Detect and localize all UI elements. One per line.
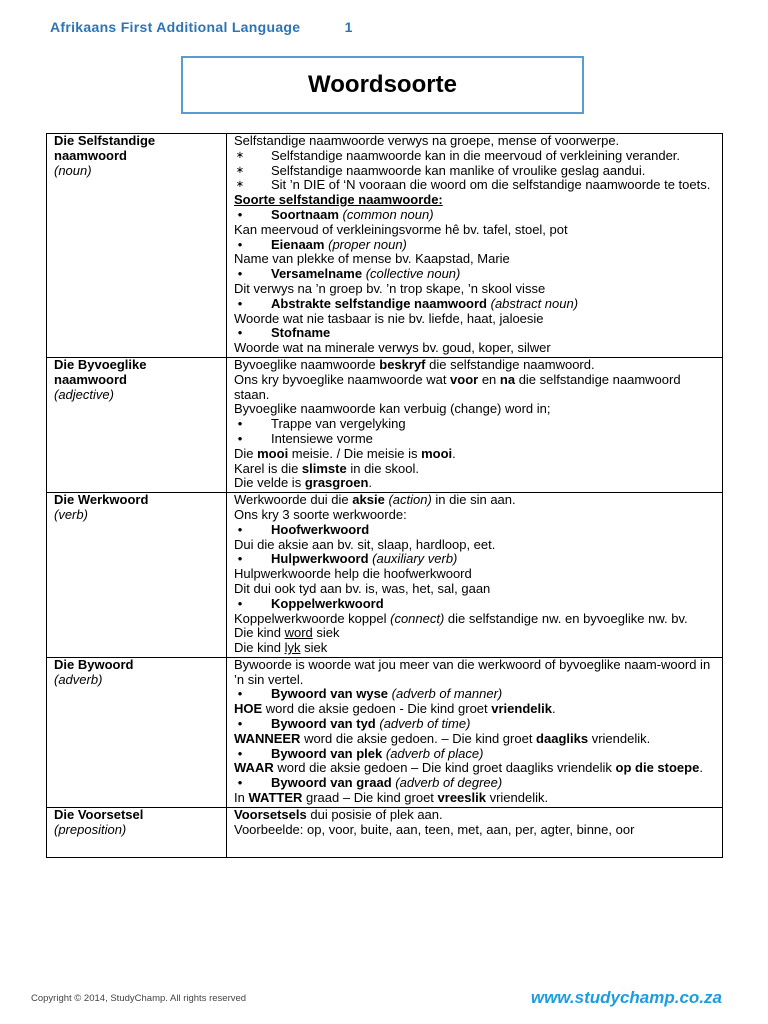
bold-term: WAAR (234, 760, 274, 776)
text-line: WANNEER word die aksie gedoen. – Die kind groet daagliks vriendelik. (234, 730, 651, 746)
bullet-icon: • (237, 716, 243, 732)
bullet-icon: • (237, 775, 243, 791)
table-row (47, 493, 723, 658)
text-line: HOE word die aksie gedoen - Die kind groet vriendelik. (234, 701, 556, 717)
bold-term: op die stoepe (615, 760, 700, 776)
text-line: Bywoorde is woorde wat jou meer van die werkwoord of byvoeglike naam-woord in ’n sin vertel. (234, 656, 711, 687)
bullet-icon: • (237, 430, 243, 446)
subtype-english: (adverb of place) (385, 745, 484, 761)
text-line: Woorde wat nie tasbaar is nie bv. liefde, haat, jaloesie (234, 310, 544, 326)
bold-term: Voorsetsels (234, 806, 307, 822)
subtype-item (234, 208, 716, 223)
category-english: (noun) (54, 162, 92, 178)
subtype-english: (common noun) (342, 206, 434, 222)
text-line: Selfstandige naamwoorde verwys na groepe, mense of voorwerpe. (234, 133, 620, 148)
text-line: Woorde wat na minerale verwys bv. goud, koper, silwer (234, 340, 551, 356)
rule-item: ∗ Selfstandige naamwoorde kan manlike of vroulike geslag aandui. (235, 162, 646, 178)
asterisk-icon: ∗ (235, 149, 245, 161)
subtype-name: Hulpwerkwoord (271, 551, 369, 567)
table-row (47, 807, 723, 858)
subtype-english: (adverb of degree) (395, 775, 503, 791)
subtype-name: Hoofwerkwoord (271, 521, 370, 537)
category-english: (adverb) (54, 671, 103, 687)
text-line: Kan meervoud of verkleiningsvorme hê bv. tafel, stoel, pot (234, 221, 568, 237)
underlined-term: word (284, 625, 313, 641)
subtype-name: Koppelwerkwoord (271, 595, 384, 611)
website-link[interactable]: www.studychamp.co.za (530, 988, 722, 1007)
subtype-english: (auxiliary verb) (372, 551, 458, 567)
list-item: • Intensiewe vorme (234, 432, 716, 447)
subtype-name: Bywoord van plek (271, 745, 383, 761)
section-heading: Soorte selfstandige naamwoorde: (234, 192, 443, 208)
bullet-icon: • (237, 416, 243, 432)
bold-term: WATTER (248, 790, 303, 806)
text-line: Die velde is grasgroen. (234, 475, 373, 491)
subtype-name: Soortnaam (271, 206, 339, 222)
subtype-name: Bywoord van graad (271, 775, 392, 791)
text-line: Byvoeglike naamwoorde beskryf die selfstandige naamwoord. (234, 356, 595, 372)
subtype-item (234, 776, 716, 791)
description-cell (227, 357, 723, 492)
category-cell (47, 657, 227, 807)
word-types-table (46, 133, 723, 858)
text-line: Dit verwys na ’n groep bv. ’n trop skape, ’n skool visse (234, 280, 546, 296)
bullet-icon: • (237, 686, 243, 702)
bullet-icon: • (237, 266, 243, 282)
course-title: Afrikaans First Additional Language (50, 19, 301, 35)
bold-term: beskryf (379, 356, 426, 372)
bullet-icon: • (237, 206, 243, 222)
page-header (50, 19, 353, 35)
text-line: Ons kry byvoeglike naamwoorde wat voor en na die selfstandige naamwoord staan. (234, 371, 681, 402)
category-english: (preposition) (54, 821, 127, 837)
subtype-english: (abstract noun) (490, 295, 579, 311)
text-line: Name van plekke of mense bv. Kaapstad, Marie (234, 251, 510, 267)
bold-term: na (499, 371, 516, 387)
text-line: Dui die aksie aan bv. sit, slaap, hardloop, eet. (234, 536, 496, 552)
category-cell (47, 134, 227, 358)
underlined-term: lyk (284, 640, 301, 656)
bullet-icon: • (237, 236, 243, 252)
subtype-item (234, 747, 716, 762)
description-cell (227, 493, 723, 658)
text-line: Voorbeelde: op, voor, buite, aan, teen, met, aan, per, agter, binne, oor (234, 821, 635, 837)
italic-term: (action) (388, 492, 432, 508)
subtype-name: Bywoord van tyd (271, 716, 376, 732)
bullet-icon: • (237, 295, 243, 311)
bold-term: slimste (301, 460, 347, 476)
text-line: WAAR word die aksie gedoen – Die kind groet daagliks vriendelik op die stoepe. (234, 760, 703, 776)
category-name: Die Byvoeglike naamwoord (54, 356, 147, 387)
page-number: 1 (344, 19, 353, 35)
bold-term: vriendelik (491, 701, 552, 717)
rule-item: ∗ Selfstandige naamwoorde kan in die meervoud of verkleining verander. (235, 147, 681, 163)
category-name: Die Selfstandige naamwoord (54, 133, 156, 163)
text-line: Werkwoorde dui die aksie (action) in die sin aan. (234, 492, 516, 508)
bullet-icon: • (237, 325, 243, 341)
category-cell (47, 493, 227, 658)
asterisk-icon: ∗ (235, 179, 245, 191)
category-english: (adjective) (54, 386, 114, 402)
text-line: Byvoeglike naamwoorde kan verbuig (change) word in; (234, 401, 551, 417)
text-line: Karel is die slimste in die skool. (234, 460, 419, 476)
subtype-english: (adverb of time) (379, 716, 471, 732)
bold-term: HOE (234, 701, 263, 717)
subtype-item (234, 326, 716, 341)
bold-term: aksie (352, 492, 385, 508)
bold-term: daagliks (536, 730, 589, 746)
subtype-item (234, 717, 716, 732)
subtype-english: (proper noun) (328, 236, 407, 252)
category-name: Die Werkwoord (54, 492, 149, 508)
subtype-name: Abstrakte selfstandige naamwoord (271, 295, 487, 311)
subtype-item (234, 297, 716, 312)
asterisk-icon: ∗ (235, 164, 245, 176)
bullet-icon: • (237, 551, 243, 567)
category-cell (47, 357, 227, 492)
text-line: Die mooi meisie. / Die meisie is mooi. (234, 445, 456, 461)
subtype-item (234, 597, 716, 612)
list-item: • Trappe van vergelyking (234, 417, 716, 432)
text-line: Ons kry 3 soorte werkwoorde: (234, 506, 407, 522)
text-line: Die kind lyk siek (234, 640, 328, 656)
text-line: Hulpwerkwoorde help die hoofwerkwoord (234, 566, 472, 582)
bold-term: mooi (421, 445, 453, 461)
category-cell (47, 807, 227, 858)
bold-term: voor (450, 371, 479, 387)
subtype-item (234, 267, 716, 282)
rule-item: ∗ Sit ’n DIE of ‘N vooraan die woord om die selfstandige naamwoorde te toets. (235, 177, 711, 193)
table-row (47, 657, 723, 807)
text-line: Die kind word siek (234, 625, 340, 641)
category-name: Die Voorsetsel (54, 806, 144, 822)
bold-term: mooi (257, 445, 289, 461)
subtype-name: Bywoord van wyse (271, 686, 389, 702)
subtype-name: Versamelname (271, 266, 363, 282)
subtype-item (234, 552, 716, 567)
subtype-item (234, 238, 716, 253)
subtype-item (234, 523, 716, 538)
subtype-name: Eienaam (271, 236, 325, 252)
description-cell (227, 807, 723, 858)
bullet-icon: • (237, 521, 243, 537)
bold-term: grasgroen (304, 475, 369, 491)
subtype-name: Stofname (271, 325, 331, 341)
copyright-notice: Copyright © 2014, StudyChamp. All rights reserved (31, 993, 247, 1004)
bullet-icon: • (237, 745, 243, 761)
table-row (47, 134, 723, 358)
bold-term: WANNEER (234, 730, 301, 746)
subtype-item (234, 687, 716, 702)
description-cell (227, 657, 723, 807)
text-line: Voorsetsels dui posisie of plek aan. (234, 806, 443, 822)
text-line: In WATTER graad – Die kind groet vreeslik vriendelik. (234, 790, 549, 806)
category-name: Die Bywoord (54, 656, 134, 672)
italic-term: (connect) (390, 610, 445, 626)
page-title: Woordsoorte (308, 71, 457, 98)
bold-term: vreeslik (437, 790, 486, 806)
text-line: Koppelwerkwoorde koppel (connect) die selfstandige nw. en byvoeglike nw. bv. (234, 610, 688, 626)
category-english: (verb) (54, 506, 88, 522)
description-cell (227, 134, 723, 358)
title-box (181, 56, 584, 114)
table-row (47, 357, 723, 492)
subtype-english: (adverb of manner) (391, 686, 503, 702)
text-line: Dit dui ook tyd aan bv. is, was, het, sal, gaan (234, 580, 491, 596)
bullet-icon: • (237, 595, 243, 611)
subtype-english: (collective noun) (365, 266, 461, 282)
